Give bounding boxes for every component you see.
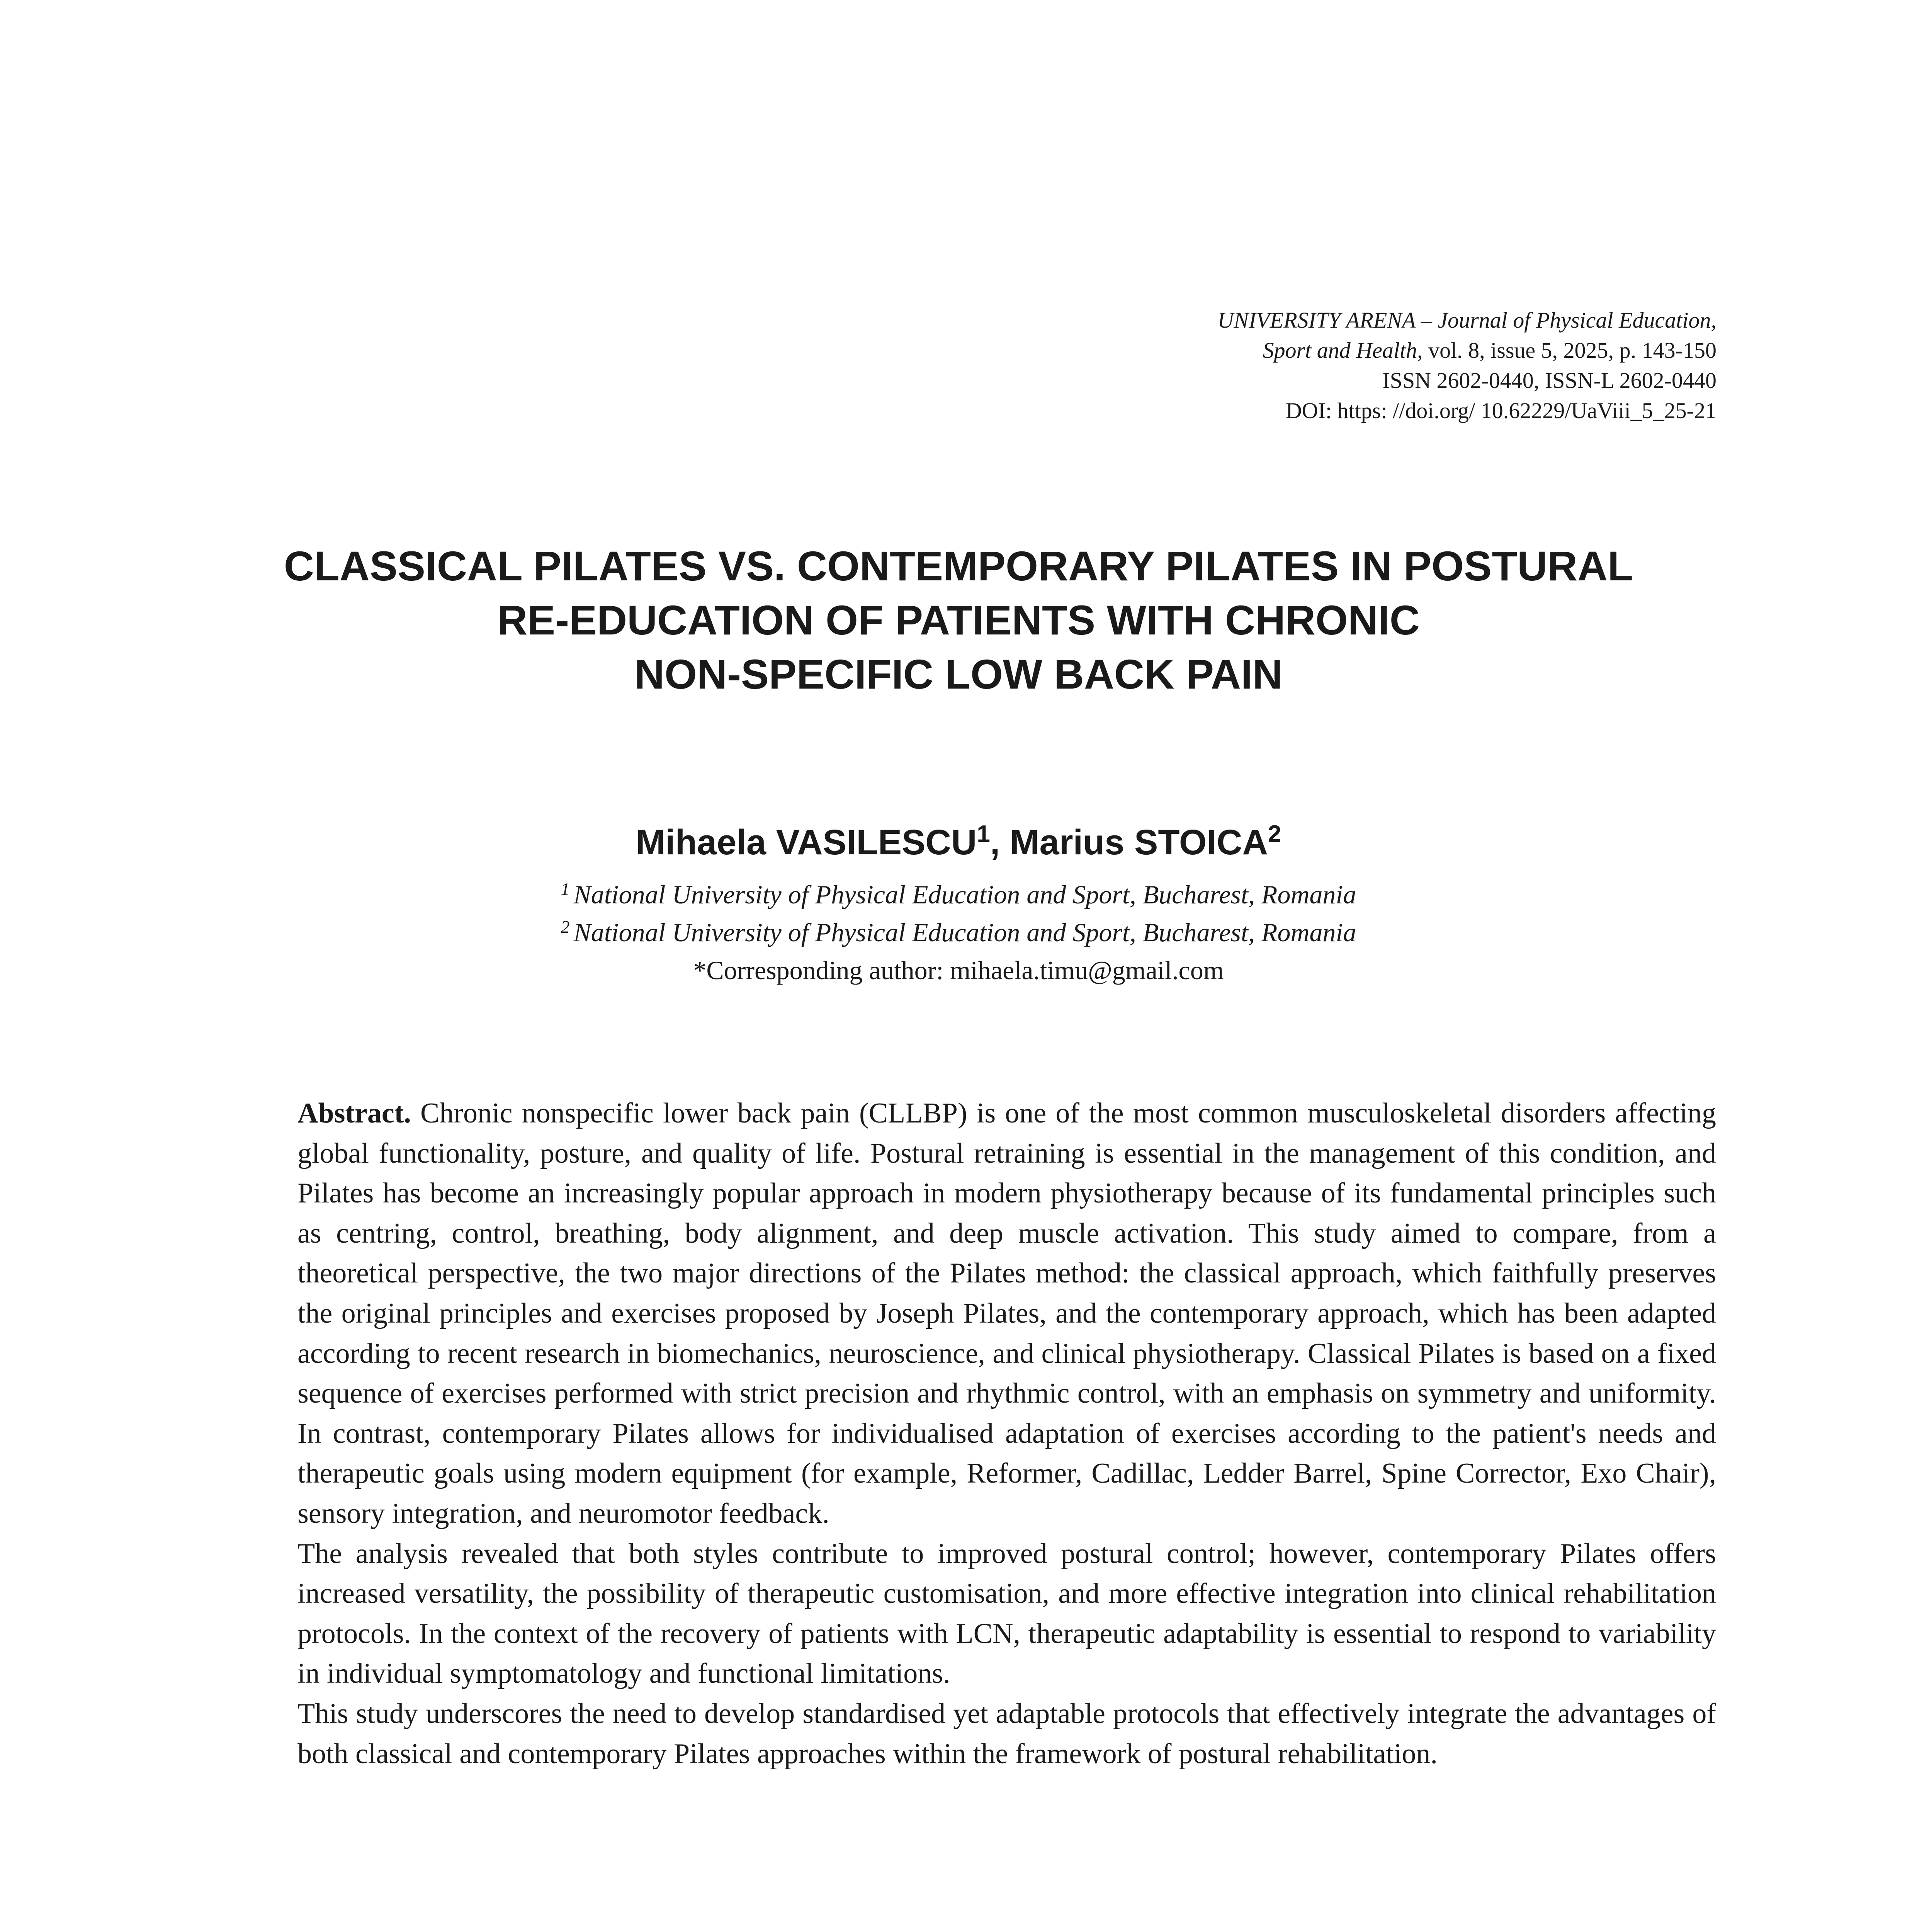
author-affiliation-mark: 2 bbox=[1268, 821, 1281, 847]
journal-doi: DOI: https: //doi.org/ 10.62229/UaViii_5_25-21 bbox=[1285, 398, 1716, 423]
author-name: Marius STOICA bbox=[1009, 823, 1268, 862]
author-affiliation-mark: 1 bbox=[977, 821, 990, 847]
journal-name-text: UNIVERSITY ARENA – Journal of Physical Education, bbox=[1217, 308, 1716, 333]
abstract-text: Chronic nonspecific lower back pain (CLLBP) is one of the most common musculoskeletal disorders affecting global functionality, posture, and quality of life. Postural retraining is essential in the management of this condition, and Pilates has become an increasingly popular approach in modern physiotherapy because of its fundamental principles such as centring, control, breathing, body alignment, and deep muscle activation. This study aimed to compare, from a theoretical perspective, the two major directions of the Pilates method: the classical approach, which faithfully preserves the original principles and exercises proposed by Joseph Pilates, and the contemporary approach, which has been adapted according to recent research in biomechanics, neuroscience, and clinical physiotherapy. Classical Pilates is based on a fixed sequence of exercises performed with strict precision and rhythmic control, with an emphasis on symmetry and uniformity. In contrast, contemporary Pilates allows for individualised adaptation of exercises according to the patient's needs and therapeutic goals using modern equipment (for example, Reformer, Cadillac, Ledder Barrel, Spine Corrector, Exo Chair), sensory integration, and neuromotor feedback. bbox=[297, 1097, 1716, 1529]
journal-volume-line bbox=[966, 335, 1716, 366]
affiliation bbox=[216, 877, 1701, 912]
journal-subname: Sport and Health, bbox=[1263, 338, 1423, 363]
abstract-paragraph bbox=[297, 1094, 1716, 1534]
author-list bbox=[216, 819, 1701, 866]
journal-volume-info: vol. 8, issue 5, 2025, p. 143-150 bbox=[1422, 338, 1716, 363]
affiliation bbox=[216, 915, 1701, 950]
author-name: Mihaela VASILESCU bbox=[636, 823, 977, 862]
paper-title-line: CLASSICAL PILATES VS. CONTEMPORARY PILATES IN POSTURAL bbox=[284, 543, 1633, 589]
affiliation-mark: 1 bbox=[561, 879, 570, 899]
paper-title bbox=[216, 539, 1701, 701]
abstract-label: Abstract. bbox=[297, 1097, 411, 1129]
journal-name bbox=[966, 305, 1716, 335]
corresponding-author: *Corresponding author: mihaela.timu@gmail.com bbox=[693, 956, 1224, 985]
journal-issn: ISSN 2602-0440, ISSN-L 2602-0440 bbox=[1382, 368, 1716, 393]
author-separator: , bbox=[990, 823, 1010, 862]
paper-title-line: NON-SPECIFIC LOW BACK PAIN bbox=[634, 651, 1283, 697]
abstract bbox=[297, 1094, 1716, 1774]
paper-title-line: RE-EDUCATION OF PATIENTS WITH CHRONIC bbox=[497, 597, 1420, 643]
journal-header bbox=[966, 305, 1716, 426]
affiliation-text: National University of Physical Education and Sport, Bucharest, Romania bbox=[573, 880, 1356, 909]
affiliation-mark: 2 bbox=[561, 917, 570, 937]
affiliation-text: National University of Physical Education and Sport, Bucharest, Romania bbox=[573, 918, 1356, 947]
abstract-paragraph: This study underscores the need to develop standardised yet adaptable protocols that effectively integrate the advantages of both classical and contemporary Pilates approaches within the framework of postural rehabilitation. bbox=[297, 1697, 1716, 1770]
abstract-paragraph: The analysis revealed that both styles contribute to improved postural control; however, contemporary Pilates offers increased versatility, the possibility of therapeutic customisation, and more effective integration into clinical rehabilitation protocols. In the context of the recovery of patients with LCN, therapeutic adaptability is essential to respond to variability in individual symptomatology and functional limitations. bbox=[297, 1537, 1716, 1690]
